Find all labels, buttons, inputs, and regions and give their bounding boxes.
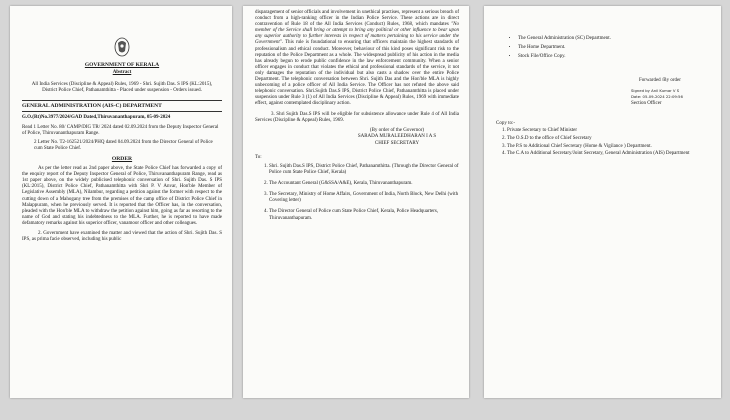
- list-item: 4. The C.A to Additional Secretary/Joint Secretary, General Administration (AIS) Department: [502, 151, 690, 157]
- list-item: • The Home Department.: [518, 45, 711, 51]
- go-number: G.O.(Rt)No.3977/2024/GAD Dated,Thiruvananthapuram, 05-09-2024: [22, 115, 171, 121]
- document-page-1: [10, 6, 232, 398]
- digital-signature: [631, 88, 711, 101]
- copy-to-list: [496, 128, 711, 157]
- order-paragraph-2-continued: [255, 10, 459, 108]
- government-heading: GOVERNMENT OF KERALA: [84, 62, 160, 68]
- list-item: 4. The Director General of Police cum State Police Chief, Kerala, Police Headquarters, Thiruvananthapuram.: [269, 209, 459, 221]
- paragraph-text-part-1: disparagement of senior officials and involvement in unethical practises, represent a serious breach of conduct from a high-ranking officer in the Indian Police Service. These actions are in direct contravention of Rule 18 of the All India Services (Conduct) Rules, 1968, which mandates: [255, 10, 459, 28]
- document-page-3: [484, 6, 721, 398]
- signed-date: Date: 05-09-2024 22:09:56: [631, 94, 683, 100]
- order-paragraph-2: 2. Government have examined the matter and viewed that the action of Shri. Sujith Das. S IPS, as prima facie observed, including his public: [22, 230, 222, 243]
- kerala-emblem-icon: [112, 36, 132, 58]
- by-order-line: (By order of the Governor): [369, 127, 425, 133]
- document-page-2: [243, 6, 469, 398]
- list-item: 1. Shri. Sujith Das.S IPS, District Police Chief, Pathanamthitta. (Through the Director General of Police cum State Police Chief, Kerala): [269, 164, 459, 176]
- order-heading: ORDER: [111, 155, 133, 162]
- order-paragraph-1: As per the letter read as 2nd paper above, the State Police Chief has forwarded a copy of the enquiry report of the Deputy Inspector General of Police, Thiruvananthapuram Range, read as 1st paper above, on the widely publicised telephonic conversation of Shri. Sujith Das. S IPS (KL:2015), District Police Chief, Pathanamthitta with Shri P. V Anvar, Hon'ble Member of Legislative Assembly (MLA), Nilambur, regarding a petition against the former with respect to the cutting down of a Mahogany tree from the premises of the camp office of District Police Chief in Malappuram, when he previously served. It is reported that the Officer has, in the conversation, pleaded with the Hon'ble MLA to withdraw the petition against him, going as far as resorting to the name of God and stating his indebtedness to the MLA. Further, he is reported to have made defamatory remarks against his superior officer, vanamoor officer and other colleagues.: [22, 166, 222, 226]
- list-item: • Stock File/Office Copy.: [518, 54, 711, 60]
- copy-to-label: Copy to:-: [496, 121, 516, 127]
- list-item: 2. The Accountant General (G&SSA/A&E), Kerala, Thiruvananthapuram.: [269, 181, 459, 187]
- abstract-label: Abstract: [112, 70, 132, 76]
- section-officer: Section Officer: [631, 100, 662, 106]
- order-subject: All India Services (Discipline & Appeal) Rules, 1969 - Shri. Sujith Das. S IPS (KL:2015), District Police Chief, Pathanamthitta - Placed under suspension - Orders issued.: [31, 82, 213, 94]
- list-item: 1. Private Secretary to Chief Minister: [502, 128, 577, 134]
- read-reference-1: Read 1 Letter No. 80/ CAMP/DIG TR/ 2024 dated 02.09.2024 from the Deputy Inspector General of Police, Thiruvananthapuram Range.: [22, 124, 219, 136]
- conduct-rule-quote: "No member of the Service shall bring or attempt to bring any political or other influence to bear upon any superior authority to further interests in respect of matters pertaining to his service under the Government".: [255, 22, 459, 46]
- list-item: 3. The Secretary, Ministry of Home Affairs, Government of India, North Block, New Delhi (with Covering letter): [269, 192, 459, 204]
- recipient-list-continued: [496, 36, 711, 60]
- recipient-list: [255, 164, 459, 222]
- paragraph-text-part-2: This rule is foundational to ensuring that officers maintain the highest standards of professionalism and ethical conduct. Moreover, behaviour of this kind poses significant risk to the reputation of the Police Department as a whole. The widespread publicity of his action in the media has already begun to erode public confidence in the law enforcement community. When a senior officer engages in conduct that violates the ethical and professional standards of the service, it not only damages the reputation of the individual but also casts a shadow over the entire Police Department. The telephonic conversation between Shri. Sujith Das and the Hon'ble MLA is highly unbecoming of a police officer of All India Service. The Officer has not refuted the above said telephonic conversation. Shri.Sujith Das.S IPS, District Police Chief, Pathanamthitta is placed under suspension under Rule 3 (1) of All India Services (Discipline & Appeal) Rules, 1969 with immediate effect, against contemplated disciplinary action.: [255, 40, 459, 107]
- list-item: 3. The P.S to Additional Chief Secretary (Home & Vigilance ) Department.: [502, 143, 652, 149]
- read-reference-2: 2 Letter No. T2-162521/2024/PHQ dated 04.09.2024 from the Director General of Police cum State Police Chief.: [34, 139, 213, 151]
- list-item: 2. The O.S.D to the office of Chief Secretary: [502, 135, 592, 141]
- signature-block: [255, 128, 459, 147]
- forwarded-block: [496, 78, 711, 107]
- signed-by: Signed by Anil Kumar V S: [631, 87, 680, 93]
- to-label: To:: [255, 154, 262, 160]
- forwarded-by-order: Forwarded /By order: [639, 78, 681, 84]
- department-heading: GENERAL ADMINISTRATION (AIS-C) DEPARTMENT: [22, 100, 222, 112]
- order-paragraph-3: 3. Shri Sujith Das.S IPS will be eligible for subsistence allowance under Rule 4 of All India Services (Discipline & Appeal) Rules, 1969.: [255, 111, 459, 123]
- signatory-title: CHIEF SECRETARY: [374, 140, 420, 146]
- list-item: • The General Administration (SC) Department.: [518, 36, 711, 42]
- signatory-name: SARADA MURALEEDHARAN I A S: [357, 134, 437, 140]
